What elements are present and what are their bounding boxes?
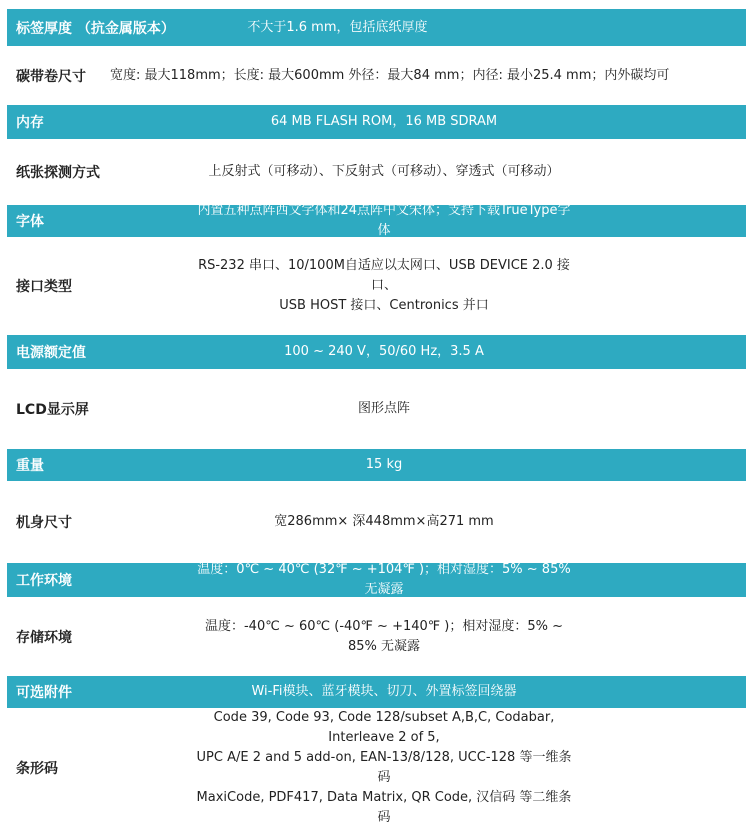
row-label: 条形码 [16, 761, 58, 777]
row-paper-sensor [7, 139, 746, 205]
row-value: 内置五种点阵西文字体和24点阵中文宋体；支持下载TrueType字体 [197, 203, 571, 238]
row-value: 图形点阵 [357, 401, 410, 416]
row-operating-env [7, 563, 746, 597]
row-value: 15 kg [365, 457, 403, 472]
row-value [192, 708, 746, 828]
spec-table [7, 0, 746, 828]
value-line: Code 39, Code 93, Code 128/subset A,B,C, Codabar, Interleave 2 of 5, [213, 710, 555, 745]
row-label: 机身尺寸 [16, 515, 72, 531]
row-interfaces [7, 237, 746, 335]
row-value: 宽286mm× 深448mm×高271 mm [274, 514, 494, 529]
row-dimensions [7, 481, 746, 563]
row-value: 不大于1.6 mm，包括底纸厚度 [247, 19, 428, 35]
row-lcd [7, 369, 746, 449]
row-label: 碳带卷尺寸 [16, 68, 86, 85]
row-label: 重量 [16, 458, 44, 474]
row-power [7, 335, 746, 369]
value-line: UPC A/E 2 and 5 add-on, EAN-13/8/128, UCC-128 等一维条码 [196, 750, 572, 785]
row-value: 64 MB FLASH ROM，16 MB SDRAM [270, 114, 498, 129]
row-label: 电源额定值 [16, 345, 86, 361]
row-value: 温度：-40℃ ~ 60℃ (-40℉ ~ +140℉ )；相对湿度：5% ~ 85% 无凝露 [204, 618, 564, 654]
value-line: USB HOST 接口、Centronics 并口 [279, 298, 489, 313]
row-fonts [7, 205, 746, 237]
row-label: 可选附件 [16, 685, 72, 701]
row-ribbon-size [7, 46, 746, 105]
row-label: LCD显示屏 [16, 402, 89, 418]
value-line: RS-232 串口、10/100M自适应以太网口、USB DEVICE 2.0 接口、 [198, 258, 570, 293]
row-value [192, 256, 746, 316]
row-value: 宽度: 最大118mm；长度: 最大600mm 外径：最大84 mm；内径: 最小25.4 mm；内外碳均可 [110, 67, 670, 83]
row-storage-env [7, 597, 746, 676]
row-label: 标签厚度 （抗金属版本） [16, 20, 175, 37]
row-memory [7, 105, 746, 139]
row-label-thickness [7, 9, 746, 46]
row-label: 纸张探测方式 [16, 165, 100, 181]
row-label: 内存 [16, 115, 44, 131]
row-label: 工作环境 [16, 573, 72, 589]
value-line: MaxiCode, PDF417, Data Matrix, QR Code, 汉信码 等二维条码 [196, 790, 572, 825]
row-label: 接口类型 [16, 279, 72, 295]
row-value: 温度：0℃ ~ 40℃ (32℉ ~ +104℉ )；相对湿度：5% ~ 85% 无凝露 [197, 562, 571, 597]
row-label: 字体 [16, 214, 44, 230]
row-accessories [7, 676, 746, 708]
row-value: 100 ~ 240 V，50/60 Hz，3.5 A [284, 344, 484, 359]
row-barcodes [7, 708, 746, 828]
row-value: 上反射式（可移动）、下反射式（可移动）、穿透式（可移动） [208, 164, 560, 179]
row-value: Wi-Fi模块、蓝牙模块、切刀、外置标签回绕器 [251, 684, 517, 699]
row-label: 存储环境 [16, 629, 72, 646]
row-weight [7, 449, 746, 481]
